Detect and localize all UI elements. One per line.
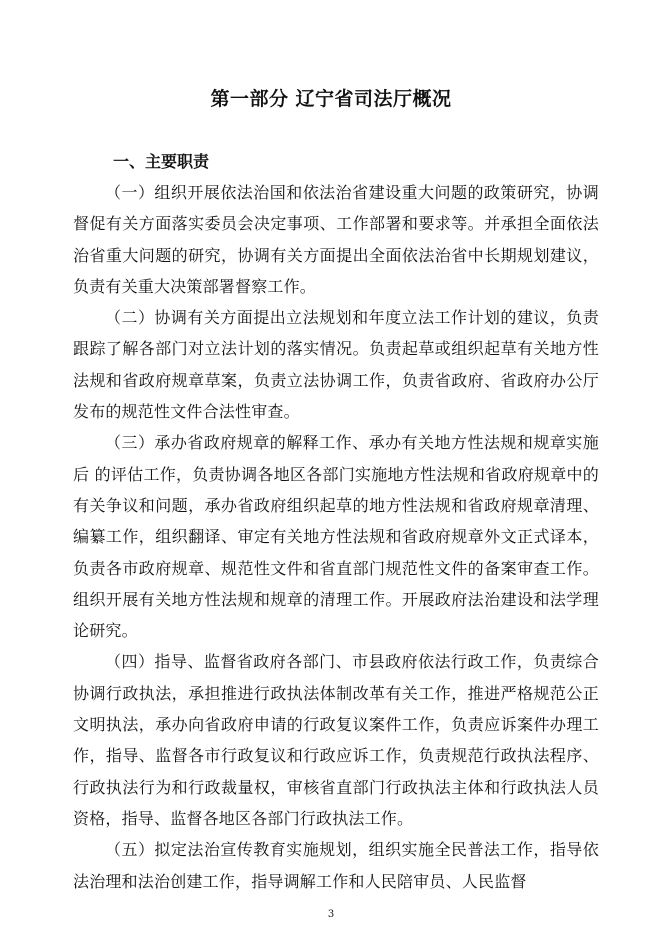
paragraph-1: （一）组织开展依法治国和依法治省建设重大问题的政策研究，协调督促有关方面落实委员会决定事项、工作部署和要求等。并承担全面依法治省重大问题的研究，协调有关方面提出全面依法治省中长期规划建议，负责有关重大决策部署督察工作。 [73, 183, 599, 296]
page-title: 第一部分 辽宁省司法厅概况 [210, 88, 452, 110]
page-number: 3 [327, 909, 335, 920]
paragraph-2: （二）协调有关方面提出立法规划和年度立法工作计划的建议，负责跟踪了解各部门对立法计划的落实情况。负责起草或组织起草有关地方性法规和省政府规章草案，负责立法协调工作，负责省政府、省政府办公厅发布的规范性文件合法性审查。 [73, 308, 599, 422]
document-body [73, 177, 599, 897]
paragraph-5: （五）拟定法治宣传教育实施规划，组织实施全民普法工作，指导依法治理和法治创建工作，指导调解工作和人民陪审员、人民监督 [73, 840, 599, 891]
section-heading: 一、主要职责 [113, 152, 210, 171]
paragraph-4: （四）指导、监督省政府各部门、市县政府依法行政工作，负责综合协调行政执法，承担推进行政执法体制改革有关工作，推进严格规范公正文明执法，承办向省政府申请的行政复议案件工作，负责应诉案件办理工作，指导、监督各市行政复议和行政应诉工作，负责规范行政执法程序、行政执法行为和行政裁量权，审核省直部门行政执法主体和行政执法人员资格，指导、监督各地区各部门行政执法工作。 [73, 652, 599, 828]
paragraph-3: （三）承办省政府规章的解释工作、承办有关地方性法规和规章实施后 的评估工作，负责协调各地区各部门实施地方性法规和省政府规章中的有关争议和问题，承办省政府组织起草的地方性法规和省政府规章清理、编纂工作，组织翻译、审定有关地方性法规和省政府规章外文正式译本，负责各市政府规章、规范性文件和省直部门规范性文件的备案审查工作。组织开展有关地方性法规和规章的清理工作。开展政府法治建设和法学理论研究。 [73, 433, 599, 641]
